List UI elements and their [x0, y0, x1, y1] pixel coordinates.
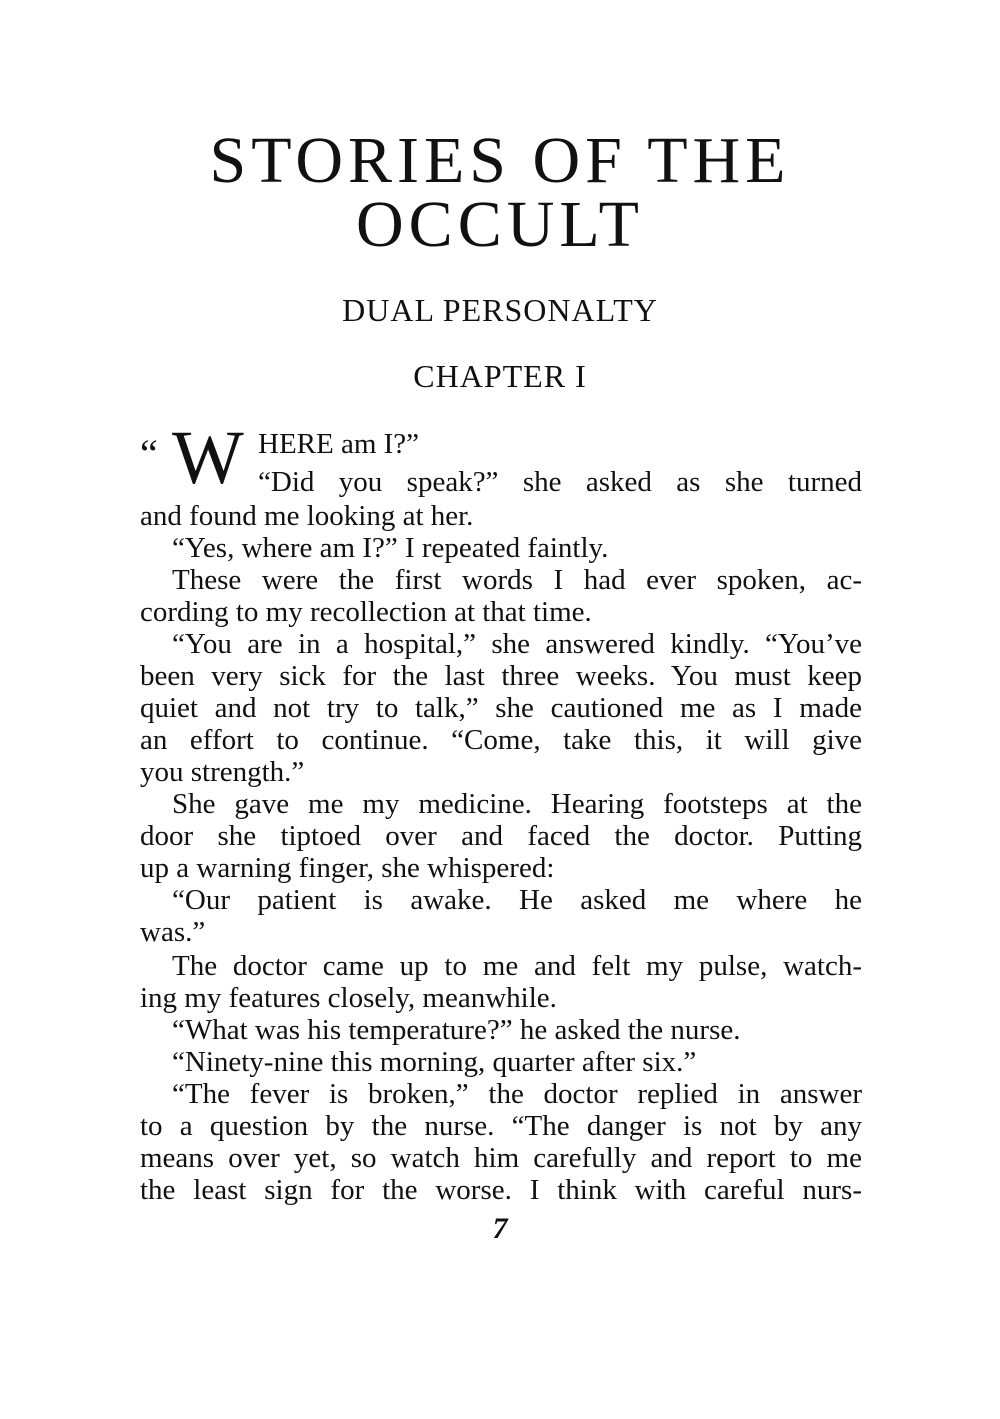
text-line: ing my features closely, meanwhile. — [140, 982, 557, 1014]
text-line: She gave me my medicine. Hearing footsteps at the — [172, 788, 862, 820]
text-line: “Our patient is awake. He asked me where he — [172, 884, 862, 916]
text-line: the least sign for the worse. I think with careful nurs- — [140, 1174, 862, 1206]
text-line: “Did you speak?” she asked as she turned — [258, 466, 862, 498]
text-line: “You are in a hospital,” she answered kindly. “You’ve — [172, 628, 862, 660]
text-line: cording to my recollection at that time. — [140, 596, 592, 628]
text-line: was.” — [140, 916, 206, 948]
text-line: “The fever is broken,” the doctor replied in answer — [172, 1078, 862, 1110]
page-number: 7 — [492, 1212, 508, 1245]
text-line: up a warning finger, she whispered: — [140, 852, 555, 884]
drop-cap-quote: “ — [140, 431, 158, 476]
text-line: been very sick for the last three weeks. You must keep — [140, 660, 862, 692]
text-line: you strength.” — [140, 756, 305, 788]
text-line: “Yes, where am I?” I repeated faintly. — [172, 532, 609, 564]
drop-cap-letter: W — [172, 416, 244, 500]
story-title: DUAL PERSONALTY — [342, 292, 658, 328]
text-line: quiet and not try to talk,” she cautioned me as I made — [140, 692, 862, 724]
text-line: The doctor came up to me and felt my pulse, watch- — [172, 950, 862, 982]
book-title-line-1: STORIES OF THE — [209, 124, 791, 197]
text-line: and found me looking at her. — [140, 500, 474, 532]
text-line: HERE am I?” — [258, 428, 420, 460]
text-line: to a question by the nurse. “The danger is not by any — [140, 1110, 862, 1142]
book-title-line-2: OCCULT — [356, 188, 644, 261]
text-line: These were the first words I had ever spoken, ac- — [172, 564, 862, 596]
text-line: “What was his temperature?” he asked the nurse. — [172, 1014, 741, 1046]
text-line: means over yet, so watch him carefully and report to me — [140, 1142, 862, 1174]
chapter-heading: CHAPTER I — [413, 358, 587, 394]
text-line: door she tiptoed over and faced the doctor. Putting — [140, 820, 862, 852]
text-line: an effort to continue. “Come, take this, it will give — [140, 724, 862, 756]
text-line: “Ninety-nine this morning, quarter after six.” — [172, 1046, 697, 1078]
